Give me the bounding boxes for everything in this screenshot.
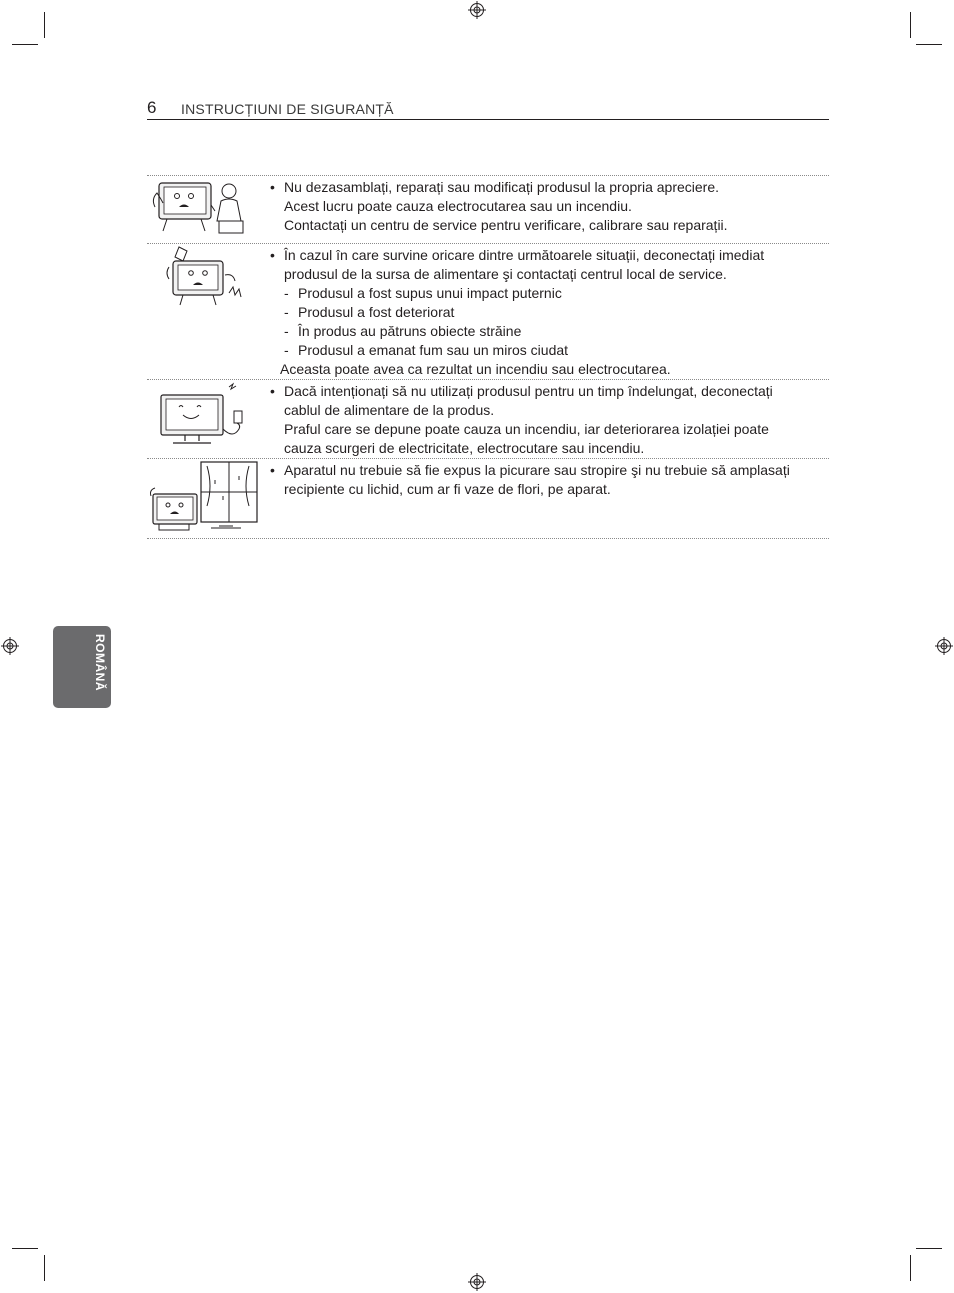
sub-item-text: Produsul a fost supus unui impact puternic xyxy=(298,285,562,301)
row-text xyxy=(270,244,829,379)
registration-mark-icon xyxy=(935,637,953,655)
instruction-line: Nu dezasamblați, reparați sau modificați produsul la propria apreciere. xyxy=(284,179,719,195)
safety-row xyxy=(147,243,829,379)
row-text xyxy=(270,176,829,235)
crop-mark xyxy=(916,44,942,45)
row-text xyxy=(270,459,829,499)
instruction-line: produsul de la sursa de alimentare şi contactați centrul local de service. xyxy=(284,266,727,282)
instruction-footer: Aceasta poate avea ca rezultat un incendiu sau electrocutarea. xyxy=(280,361,671,377)
header-rule xyxy=(147,119,829,120)
sub-item-text: În produs au pătruns obiecte străine xyxy=(298,323,522,339)
crop-mark xyxy=(44,1255,45,1281)
registration-mark-icon xyxy=(468,1273,486,1291)
instruction-line: În cazul în care survine oricare dintre următoarele situații, deconectați imediat xyxy=(284,247,765,263)
language-tab-label: ROMÂNĂ xyxy=(93,634,107,691)
row-text xyxy=(270,380,829,458)
sub-item: - Produsul a fost supus unui impact puternic xyxy=(284,285,562,301)
safety-row xyxy=(147,458,829,539)
sub-item: - În produs au pătruns obiecte străine xyxy=(284,323,522,339)
bullet: • xyxy=(270,383,275,399)
instruction-line: Praful care se depune poate cauza un incendiu, iar deteriorarea izolației poate xyxy=(284,421,769,437)
safety-instructions-table xyxy=(147,175,829,539)
registration-mark-icon xyxy=(468,1,486,19)
crop-mark xyxy=(910,12,911,38)
safety-row xyxy=(147,175,829,243)
instruction-line: cablul de alimentare de la produs. xyxy=(284,402,495,418)
sub-item-text: Produsul a fost deteriorat xyxy=(298,304,455,320)
bullet: • xyxy=(270,179,275,195)
tv-water-window-icon xyxy=(149,460,261,537)
crop-mark xyxy=(44,12,45,38)
registration-mark-icon xyxy=(1,637,19,655)
safety-row xyxy=(147,379,829,458)
tv-unplug-icon xyxy=(149,381,261,455)
bullet: • xyxy=(270,247,275,263)
crop-mark xyxy=(910,1255,911,1281)
instruction-line: cauza scurgeri de electricitate, electrocutare sau incendiu. xyxy=(284,440,645,456)
page-number: 6 xyxy=(147,98,157,117)
sub-item: - Produsul a fost deteriorat xyxy=(284,304,455,320)
tv-disassembly-icon xyxy=(149,177,261,241)
sub-item: - Produsul a emanat fum sau un miros ciudat xyxy=(284,342,569,358)
crop-mark xyxy=(12,1248,38,1249)
bullet: • xyxy=(270,462,275,478)
section-title: INSTRUCȚIUNI DE SIGURANȚĂ xyxy=(181,101,394,117)
instruction-line: Contactați un centru de service pentru verificare, calibrare sau reparații. xyxy=(284,217,728,233)
language-tab xyxy=(53,626,111,708)
instruction-line: Dacă intenționați să nu utilizați produsul pentru un timp îndelungat, deconectați xyxy=(284,383,773,399)
crop-mark xyxy=(916,1248,942,1249)
instruction-line: recipiente cu lichid, cum ar fi vaze de flori, pe aparat. xyxy=(284,481,611,497)
sub-item-text: Produsul a emanat fum sau un miros ciudat xyxy=(298,342,569,358)
instruction-line: Acest lucru poate cauza electrocutarea sau un incendiu. xyxy=(284,198,632,214)
tv-damage-icon xyxy=(149,245,261,315)
crop-mark xyxy=(12,44,38,45)
instruction-line: Aparatul nu trebuie să fie expus la picurare sau stropire şi nu trebuie să amplasați xyxy=(284,462,790,478)
